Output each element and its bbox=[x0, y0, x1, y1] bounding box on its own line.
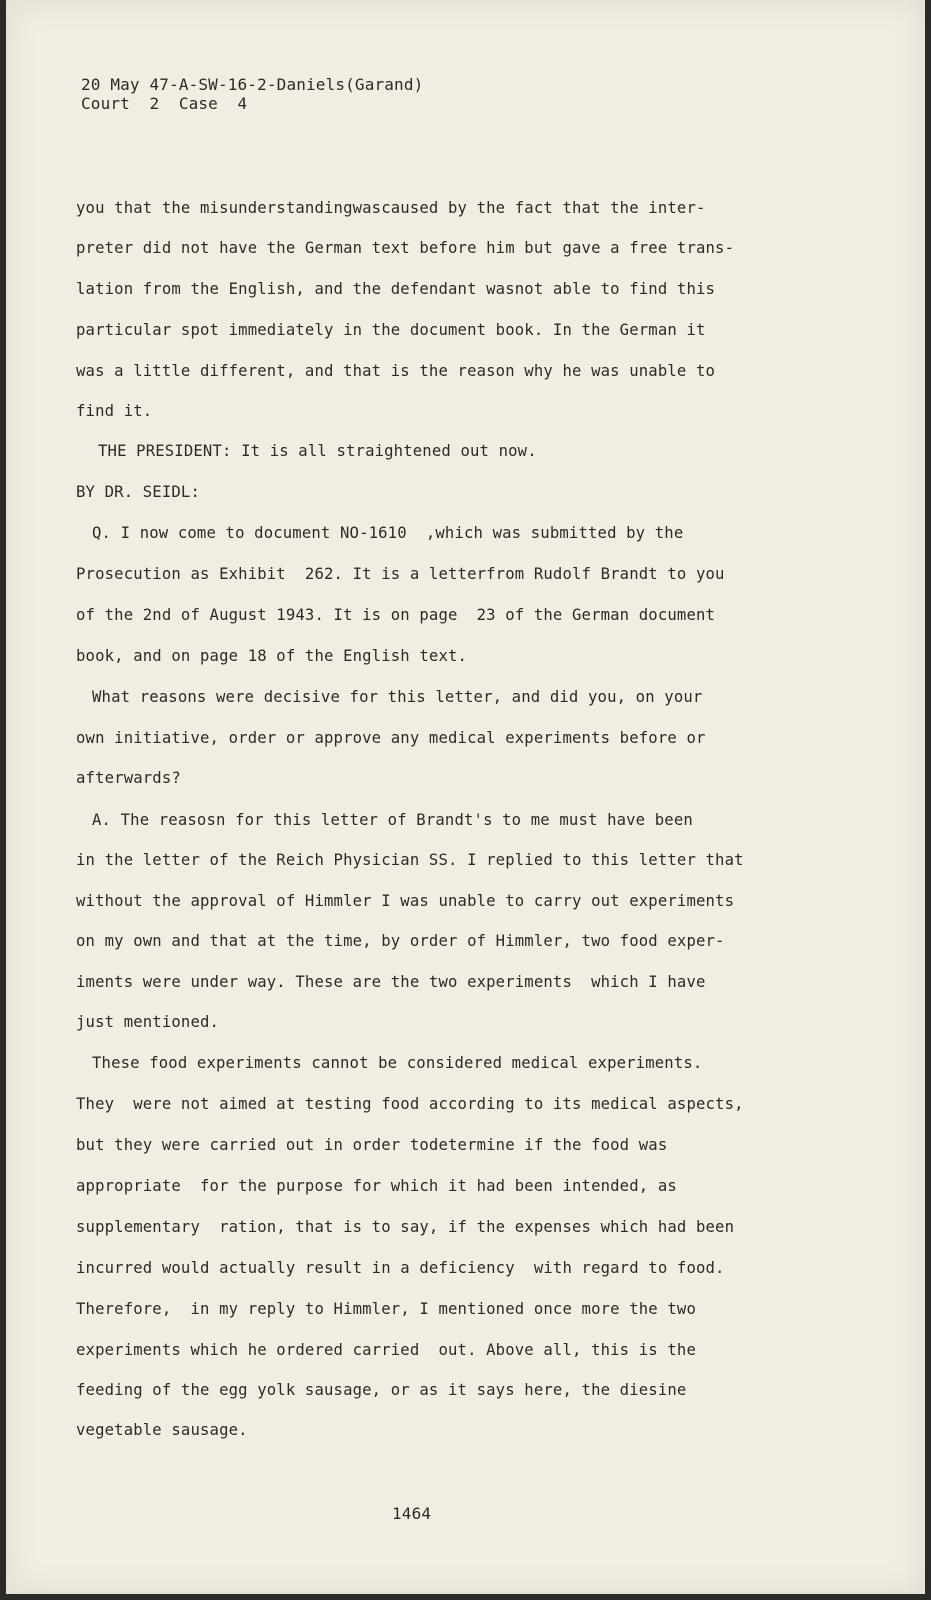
speaker-line: THE PRESIDENT: It is all straightened out now. bbox=[98, 442, 537, 460]
text-line: book, and on page 18 of the English text. bbox=[76, 647, 468, 665]
text-line: incurred would actually result in a deficiency with regard to food. bbox=[76, 1259, 725, 1277]
text-line: particular spot immediately in the document book. In the German it bbox=[76, 321, 706, 339]
text-line: but they were carried out in order todetermine if the food was bbox=[76, 1136, 668, 1154]
text-line: Therefore, in my reply to Himmler, I mentioned once more the two bbox=[76, 1300, 696, 1318]
text-line: in the letter of the Reich Physician SS. I replied to this letter that bbox=[76, 851, 744, 869]
text-line: find it. bbox=[76, 402, 153, 420]
text-line: on my own and that at the time, by order of Himmler, two food exper- bbox=[76, 932, 725, 950]
text-line: feeding of the egg yolk sausage, or as it says here, the diesine bbox=[76, 1381, 687, 1399]
text-line: you that the misunderstandingwascaused by the fact that the inter- bbox=[76, 199, 706, 217]
text-line: preter did not have the German text before him but gave a free trans- bbox=[76, 239, 735, 257]
text-line: These food experiments cannot be considered medical experiments. bbox=[92, 1054, 703, 1072]
text-line: without the approval of Himmler I was unable to carry out experiments bbox=[76, 892, 735, 910]
question-line: Q. I now come to document NO-1610 ,which was submitted by the bbox=[92, 524, 684, 542]
text-line: just mentioned. bbox=[76, 1013, 220, 1031]
text-line: of the 2nd of August 1943. It is on page 23 of the German document bbox=[76, 606, 716, 624]
text-line: afterwards? bbox=[76, 769, 181, 787]
text-line: experiments which he ordered carried out. Above all, this is the bbox=[76, 1341, 696, 1359]
header-date-line: 20 May 47-A-SW-16-2-Daniels(Garand) bbox=[81, 75, 424, 94]
page-number: 1464 bbox=[392, 1504, 432, 1523]
text-line: appropriate for the purpose for which it had been intended, as bbox=[76, 1177, 677, 1195]
text-line: iments were under way. These are the two experiments which I have bbox=[76, 973, 706, 991]
text-line: supplementary ration, that is to say, if the expenses which had been bbox=[76, 1218, 735, 1236]
text-line: Prosecution as Exhibit 262. It is a letterfrom Rudolf Brandt to you bbox=[76, 565, 725, 583]
examiner-line: BY DR. SEIDL: bbox=[76, 483, 200, 501]
text-line: was a little different, and that is the reason why he was unable to bbox=[76, 362, 716, 380]
answer-line: A. The reasosn for this letter of Brandt's to me must have been bbox=[92, 811, 693, 829]
text-line: What reasons were decisive for this letter, and did you, on your bbox=[92, 688, 703, 706]
text-line: lation from the English, and the defendant wasnot able to find this bbox=[76, 280, 716, 298]
document-page bbox=[6, 0, 925, 1594]
text-line: vegetable sausage. bbox=[76, 1421, 248, 1439]
text-line: own initiative, order or approve any medical experiments before or bbox=[76, 729, 706, 747]
header-court-line: Court 2 Case 4 bbox=[81, 94, 248, 113]
text-line: They were not aimed at testing food according to its medical aspects, bbox=[76, 1095, 744, 1113]
